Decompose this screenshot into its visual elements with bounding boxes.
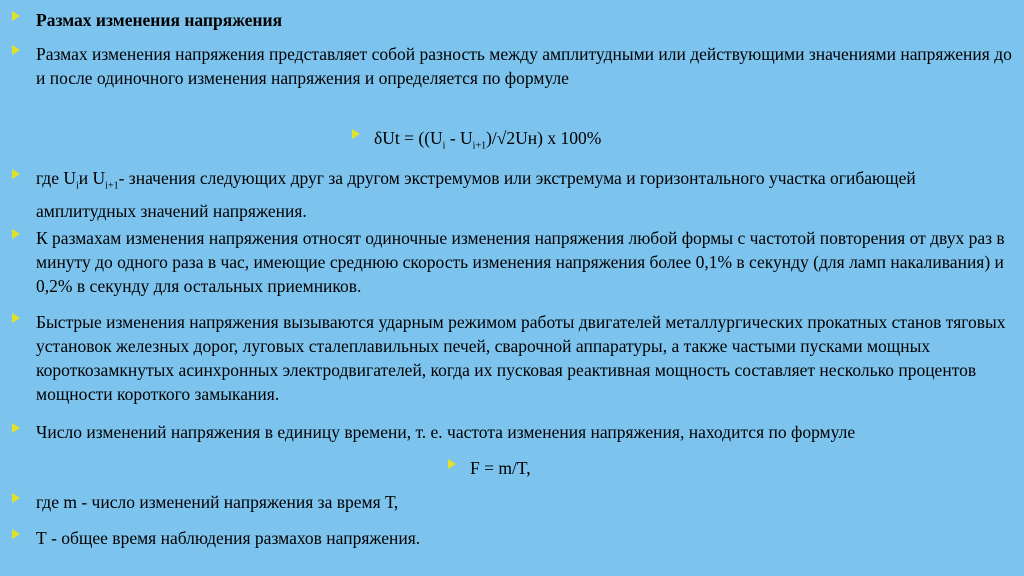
formula-swing-text: $\delta Ut = ((U_i - U_{i+1})/√2Uн)$ х 100% [374, 128, 602, 152]
slide-heading: Размах изменения напряжения [36, 10, 283, 30]
bullet-arrow-icon [12, 11, 20, 21]
t-definition-text: Т - общее время наблюдения размахов напряжения. [36, 528, 421, 548]
formula-frequency-text: F = m/T, [470, 458, 531, 478]
paragraph-where-u [12, 166, 1012, 223]
paragraph-where-m [12, 490, 1012, 514]
fast-changes-text: Быстрые изменения напряжения вызываются ударным режимом работы двигателей металлургических прокатных станов тяговых установок железных дорог, луговых сталеплавильных печей, сварочной аппаратуры, а также частыми пусками мощных короткозамкнутых асинхронных электродвигателей, когда их пусковая реактивная мощность составляет несколько процентов мощности короткого замыкания. [36, 312, 1006, 404]
paragraph-definition [12, 42, 1012, 90]
paragraph-swings-definition [12, 226, 1012, 298]
definition-text: Размах изменения напряжения представляет собой разность между амплитудными или действующими значениями напряжения до и после одиночного изменения напряжения и определяется по формуле [36, 44, 1012, 88]
bullet-arrow-icon [12, 529, 20, 539]
bullet-arrow-icon [352, 129, 360, 139]
bullet-arrow-icon [448, 459, 456, 469]
paragraph-t [12, 526, 1012, 550]
heading-item [12, 8, 1012, 32]
bullet-arrow-icon [12, 423, 20, 433]
bullet-arrow-icon [12, 493, 20, 503]
where-m-text: где m - число изменений напряжения за время Т, [36, 492, 399, 512]
paragraph-frequency [12, 420, 1012, 444]
paragraph-fast-changes [12, 310, 1012, 406]
formula-frequency [448, 456, 531, 480]
bullet-arrow-icon [12, 45, 20, 55]
formula-swing [352, 126, 601, 159]
bullet-arrow-icon [12, 313, 20, 323]
swings-definition-text: К размахам изменения напряжения относят одиночные изменения напряжения любой формы с частотой повторения от двух раз в минуту до одного раза в час, имеющие среднюю скорость изменения напряжения более 0,1% в секунду (для ламп накаливания) и 0,2% в секунду для остальных приемников. [36, 228, 1005, 296]
frequency-text: Число изменений напряжения в единицу времени, т. е. частота изменения напряжения, находится по формуле [36, 422, 856, 442]
bullet-arrow-icon [12, 169, 20, 179]
where-u-text: где $U_iи$ $U_{i+1}-$ значения следующих друг за другом экстремумов или экстремума и горизонтального участка огибающей амплитудных значений напряжения. [36, 168, 916, 221]
bullet-arrow-icon [12, 229, 20, 239]
